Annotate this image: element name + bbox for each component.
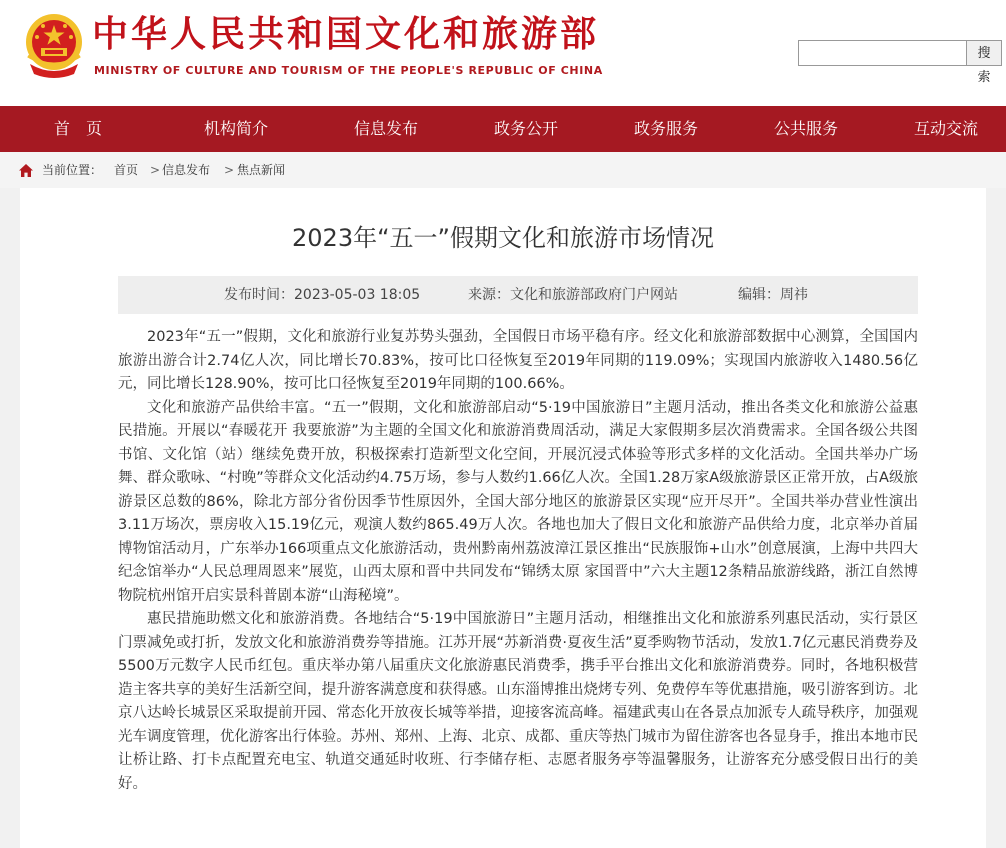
breadcrumb <box>0 152 1006 188</box>
main-nav <box>0 106 1006 152</box>
site-title-cn[interactable]: 中华人民共和国文化和旅游部 <box>92 14 600 55</box>
article-container <box>20 188 986 848</box>
article-title: 2023年“五一”假期文化和旅游市场情况 <box>292 224 714 252</box>
search-input[interactable] <box>798 40 968 66</box>
breadcrumb-separator: > <box>224 163 235 177</box>
nav-item-news[interactable]: 信息发布 <box>354 119 419 138</box>
article-source: 来源：文化和旅游部政府门户网站 <box>468 287 678 303</box>
publish-time: 发布时间：2023-05-03 18:05 <box>224 287 421 303</box>
nav-item-government-services[interactable]: 政务服务 <box>634 119 699 138</box>
nav-item-about[interactable]: 机构简介 <box>204 119 269 138</box>
site-header <box>0 0 1006 106</box>
site-title-en: MINISTRY OF CULTURE AND TOURISM OF THE PEOPLE'S REPUBLIC OF CHINA <box>94 64 603 77</box>
article-editor: 编辑：周祎 <box>738 287 808 303</box>
breadcrumb-separator: > <box>150 163 161 177</box>
nav-item-public-services[interactable]: 公共服务 <box>774 119 839 138</box>
article-body <box>118 326 918 796</box>
search-button[interactable]: 搜索 <box>966 40 1002 66</box>
article-meta <box>118 276 918 314</box>
breadcrumb-focus-news[interactable]: 焦点新闻 <box>237 163 286 177</box>
national-emblem-icon[interactable] <box>24 12 84 80</box>
article-paragraph: 文化和旅游产品供给丰富。“五一”假期，文化和旅游部启动“5·19中国旅游日”主题月活动，推出各类文化和旅游公益惠民措施。开展以“春暖花开 我要旅游”为主题的全国文化和旅游消费周活动，满足大家假期多层次消费需求。全国各级公共图书馆、文化馆（站）继续免费开放，积极探索打造新型文化空间，开展沉浸式体验等形式多样的文化活动。全国共举办广场舞、群众歌咏、“村晚”等群众文化活动约4.75万场，参与人数约1.66亿人次。全国1.28万家A级旅游景区正常开放，占A级旅游景区总数的86%，除北方部分省份因季节性原因外，全国大部分地区的旅游景区实现“应开尽开”。全国共举办营业性演出3.11万场次，票房收入15.19亿元，观演人数约865.49万人次。各地也加大了假日文化和旅游产品供给力度，北京举办首届博物馆活动月，广东举办166项重点文化旅游活动，贵州黔南州荔波漳江景区推出“民族服饰+山水”创意展演，上海中共四大纪念馆举办“人民总理周恩来”展览，山西太原和晋中共同发布“锦绣太原 家国晋中”六大主题12条精品旅游线路，浙江自然博物院杭州馆开启实景科普剧本游“山海秘境”。 <box>118 399 918 604</box>
nav-item-home[interactable]: 首 页 <box>54 119 103 138</box>
breadcrumb-label: 当前位置： <box>42 163 103 177</box>
home-icon <box>18 163 34 178</box>
nav-item-interaction[interactable]: 互动交流 <box>914 119 979 138</box>
breadcrumb-news[interactable]: 信息发布 <box>162 163 211 177</box>
article-paragraph: 惠民措施助燃文化和旅游消费。各地结合“5·19中国旅游日”主题月活动，相继推出文化和旅游系列惠民活动，实行景区门票减免或打折，发放文化和旅游消费券等措施。江苏开展“苏新消费·夏夜生活”夏季购物节活动，发放1.7亿元惠民消费券及5500万元数字人民币红包。重庆举办第八届重庆文化旅游惠民消费季，携手平台推出文化和旅游消费券。同时，各地积极营造主客共享的美好生活新空间，提升游客满意度和获得感。山东淄博推出烧烤专列、免费停车等优惠措施，吸引游客到访。北京八达岭长城景区采取提前开园、常态化开放夜长城等举措，迎接客流高峰。福建武夷山在各景点加派专人疏导秩序，加强观光车调度管理，优化游客出行体验。苏州、郑州、上海、北京、成都、重庆等热门城市为留住游客也各显身手，推出本地市民让桥让路、打卡点配置充电宝、轨道交通延时收班、行李储存柜、志愿者服务亭等温馨服务，让游客充分感受假日出行的美好。 <box>118 611 918 792</box>
nav-item-government-affairs[interactable]: 政务公开 <box>494 119 559 138</box>
breadcrumb-home[interactable]: 首页 <box>114 163 139 177</box>
article-paragraph: 2023年“五一”假期，文化和旅游行业复苏势头强劲，全国假日市场平稳有序。经文化和旅游部数据中心测算，全国国内旅游出游合计2.74亿人次，同比增长70.83%，按可比口径恢复至2019年同期的119.09%；实现国内旅游收入1480.56亿元，同比增长128.90%，按可比口径恢复至2019年同期的100.66%。 <box>118 329 918 392</box>
